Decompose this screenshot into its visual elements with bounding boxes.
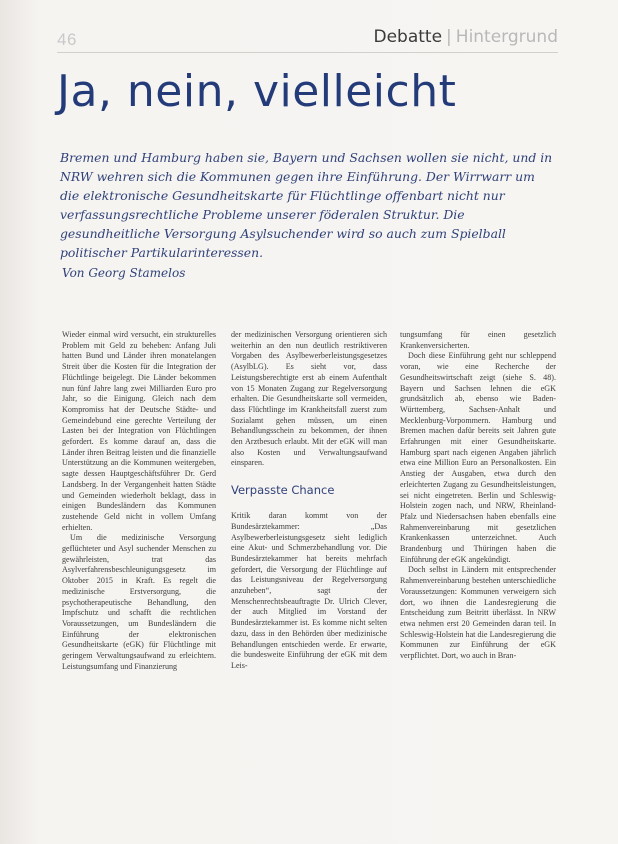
paragraph: Um die medizinische Versorgung geflüchteter und Asyl suchender Menschen zu gewährleisten, trat das Asylverfahrensbeschleunigungsgesetz im Oktober 2015 in Kraft. Es regelt die medizinische Erstversorgung, die psychotherapeutische Behandlung, den Impfschutz und schafft die rechtlichen Voraussetzungen, um Bundesländern die Einführung der elektronischen Gesundheitskarte (eGK) für Flüchtlinge mit geringem Verwaltungsaufwand zu erleichtern. Leistungsumfang und Finanzierung <box>62 533 216 671</box>
paragraph: Doch selbst in Ländern mit entsprechender Rahmenvereinbarung bestehen unterschiedliche Voraussetzungen: Kommunen verweigern sich dort, wo ihnen die Landesregierung die Entscheidung zum Beitritt überlässt. In NRW etwa nehmen erst 20 Gemeinden daran teil. In Schleswig-Holstein hat die Landesregierung die Kommunen zur Einführung der eGK verpflichtet. Dort, wo auch in Bran- <box>400 565 556 661</box>
paragraph: Doch diese Einführung geht nur schleppend voran, wie eine Recherche der Gesundheitswirtschaft zeigt (siehe S. 48). Bayern und Sachsen lehnen die eGK grundsätzlich ab, ebenso wie Baden-Württemberg, Sachsen-Anhalt und Mecklenburg-Vorpommern. Hamburg und Bremen machen dafür bereits seit Jahren gute Erfahrungen mit einer Gesundheitskarte. Hamburg spart nach eigenen Angaben jährlich etwa eine Million Euro an Personalkosten. Ein Anstieg der Ausgaben, etwa durch den erleichterten Zugang zu Gesundheitsleistungen, sei nicht eingetreten. Berlin und Schleswig-Holstein zogen nach, und NRW, Rheinland-Pfalz und Niedersachsen haben ebenfalls eine Rahmenvereinbarung mit gesetzlichen Krankenkassen unterzeichnet. Auch Brandenburg und Thüringen haben die Einführung der eGK angekündigt. <box>400 351 556 564</box>
section-rubric <box>373 27 558 47</box>
body-column-1 <box>62 330 216 673</box>
paragraph: der medizinischen Versorgung orientieren sich weiterhin an den nun deutlich restriktiveren Vorgaben des Asylbewerberleistungsgesetzes (AsylbLG). Es sieht vor, dass Leistungsberechtigte erst ab einem Aufenthalt von 15 Monaten Zugang zur Regelversorgung erhalten. Die Gesundheitskarte soll vermeiden, dass Flüchtlinge im Krankheitsfall zuerst zum Sozialamt gehen müssen, um einen Behandlungsschein zu bekommen, der ihnen den Arztbesuch erlaubt. Mit der eGK will man also Kosten und Verwaltungsaufwand einsparen. <box>231 330 387 468</box>
page-number: 46 <box>57 30 77 49</box>
paragraph: Wieder einmal wird versucht, ein strukturelles Problem mit Geld zu beheben: Anfang Juli hatten Bund und Länder ihren monatelangen Streit über die Kosten für die Integration der Flüchtlinge beigelegt. Die Länder bekommen nun fünf Jahre lang zwei Milliarden Euro pro Jahr, so die Einigung. Gleich nach dem Kompromiss hat der Deutsche Städte- und Gemeindebund eine gerechte Verteilung der Lasten bei der Integration von Flüchtlingen gefordert. Es komme darauf an, dass die Länder ihren Beitrag leisten und die finanzielle Unterstützung an die Kommunen weitergeben, sagte dessen Hauptgeschäftsführer Dr. Gerd Landsberg. In der Vergangenheit hatten Städte und Gemeinden wiederholt beklagt, dass in einigen Bundesländern das Kommunen zustehende Geld nicht in vollem Umfang erhielten. <box>62 330 216 532</box>
rubric-sub: Hintergrund <box>455 27 558 47</box>
rubric-separator: | <box>446 27 452 47</box>
body-column-2 <box>231 330 387 672</box>
rubric-main: Debatte <box>373 27 443 47</box>
article-subhead: Verpasste Chance <box>231 483 335 498</box>
paragraph: Kritik daran kommt von der Bundesärztekammer: „Das Asylbewerberleistungsgesetz sieht lediglich eine Akut- und Schmerzbehandlung vor. Die Bundesärztekammer hat bereits mehrfach gefordert, die Versorgung der Flüchtlinge auf das Leistungsniveau der Regelversorgung anzuheben“, sagt der Menschenrechtsbeauftragte Dr. Ulrich Clever, der auch Mitglied im Vorstand der Bundesärztekammer ist. Es komme nicht selten dazu, dass in den Behörden über medizinische Behandlungen entschieden werde. Er erwarte, die bundesweite Einführung der eGK mit dem Leis- <box>231 511 387 670</box>
article-headline: Ja, nein, vielleicht <box>57 66 457 117</box>
header-rule <box>57 52 558 53</box>
article-byline: Von Georg Stamelos <box>62 266 186 280</box>
article-lead: Bremen und Hamburg haben sie, Bayern und Sachsen wollen sie nicht, und in NRW wehren sich die Kommunen gegen ihre Einführung. Der Wirrwarr um die elektronische Gesundheitskarte für Flüchtlinge offenbart nicht nur verfassungsrechtliche Probleme unserer föderalen Struktur. Die gesundheitliche Versorgung Asylsuchender wird so auch zum Spielball politischer Partikularinteressen. <box>60 150 553 260</box>
paragraph: tungsumfang für einen gesetzlich Krankenversicherten. <box>400 330 556 350</box>
body-column-3 <box>400 330 556 662</box>
